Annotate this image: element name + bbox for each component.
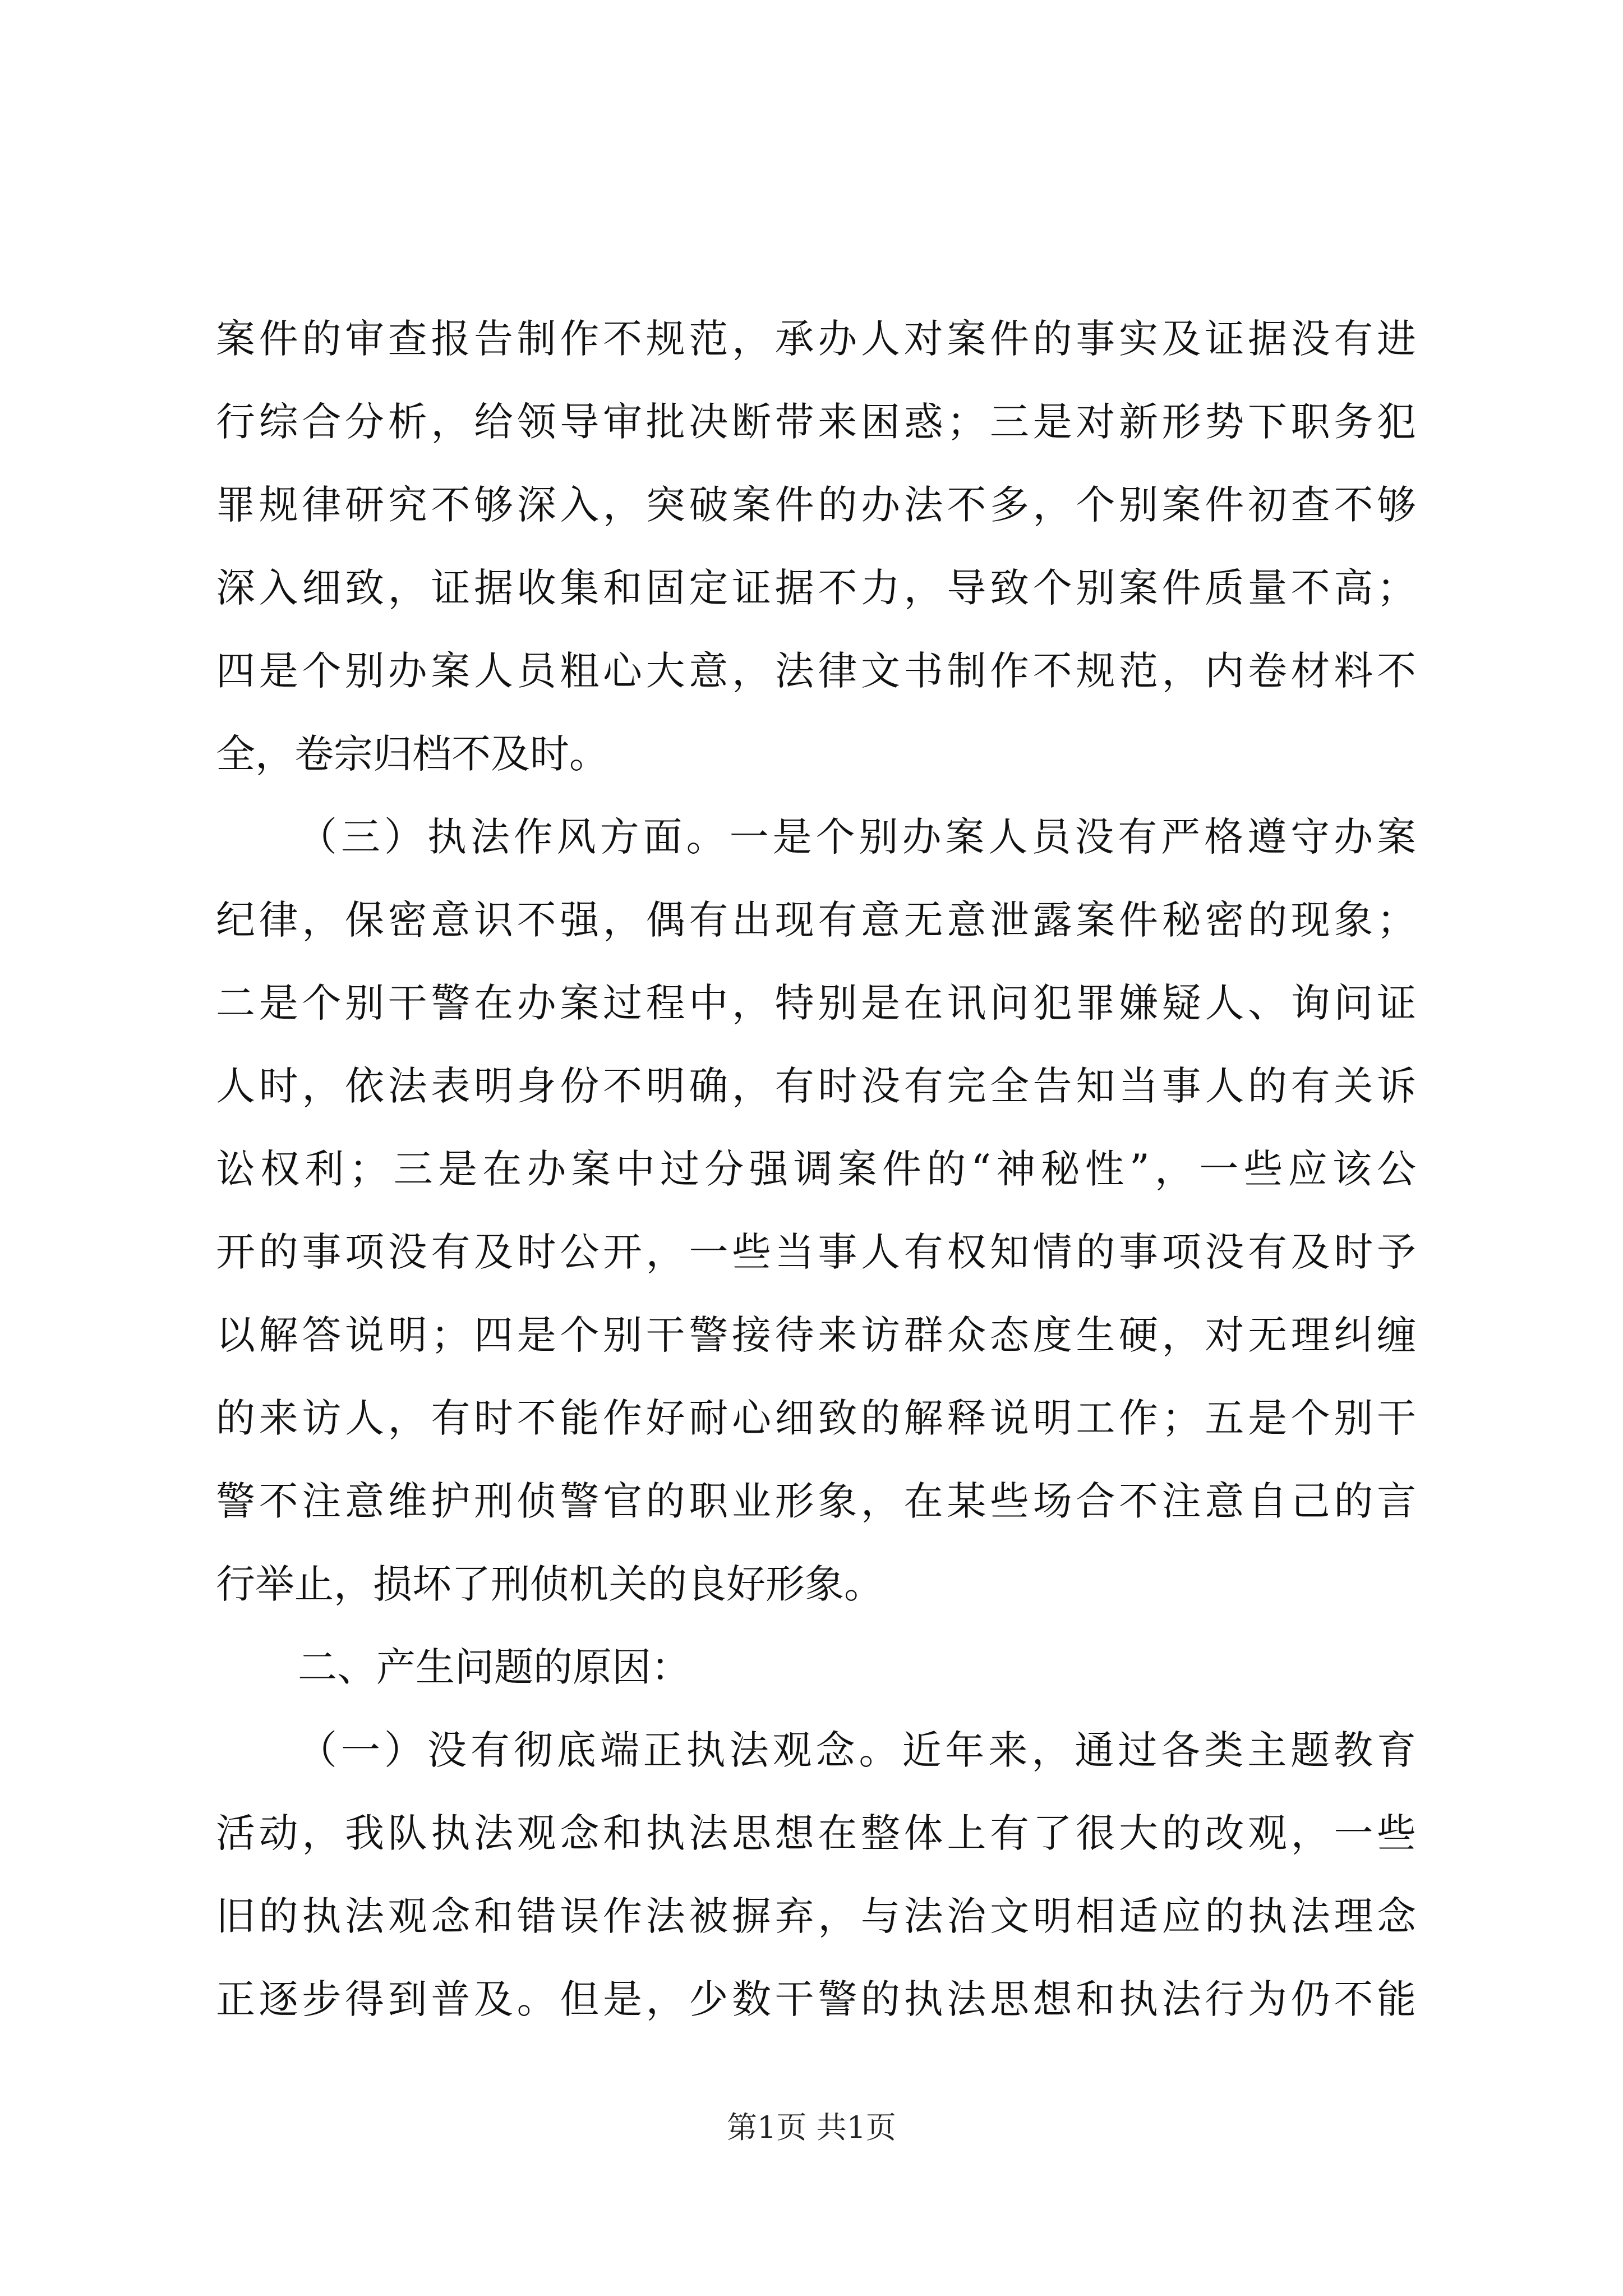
text-line: 开的事项没有及时公开，一些当事人有权知情的事项没有及时予 bbox=[216, 1229, 1416, 1275]
text-line: 深入细致，证据收集和固定证据不力，导致个别案件质量不高； bbox=[216, 565, 1416, 611]
text-line: 全，卷宗归档不及时。 bbox=[216, 731, 608, 777]
text-line: 行举止，损坏了刑侦机关的良好形象。 bbox=[216, 1561, 883, 1607]
text-line: 活动，我队执法观念和执法思想在整体上有了很大的改观，一些 bbox=[216, 1810, 1416, 1856]
text-line: 以解答说明；四是个别干警接待来访群众态度生硬，对无理纠缠 bbox=[216, 1312, 1416, 1358]
text-line: 罪规律研究不够深入，突破案件的办法不多，个别案件初查不够 bbox=[216, 482, 1416, 528]
text-line: （一）没有彻底端正执法观念。近年来，通过各类主题教育 bbox=[298, 1727, 1416, 1773]
text-line: 纪律，保密意识不强，偶有出现有意无意泄露案件秘密的现象； bbox=[216, 897, 1416, 943]
page-footer: 第1页 共1页 bbox=[727, 2110, 896, 2145]
text-line: 人时，依法表明身份不明确，有时没有完全告知当事人的有关诉 bbox=[216, 1063, 1416, 1109]
section-heading: 二、产生问题的原因： bbox=[298, 1644, 690, 1690]
text-line: 的来访人，有时不能作好耐心细致的解释说明工作；五是个别干 bbox=[216, 1395, 1416, 1441]
text-line: 旧的执法观念和错误作法被摒弃，与法治文明相适应的执法理念 bbox=[216, 1893, 1416, 1939]
text-line: 四是个别办案人员粗心大意，法律文书制作不规范，内卷材料不 bbox=[216, 648, 1416, 694]
text-line: 讼权利；三是在办案中过分强调案件的“神秘性”，一些应该公 bbox=[216, 1146, 1416, 1192]
text-line: 警不注意维护刑侦警官的职业形象，在某些场合不注意自己的言 bbox=[216, 1478, 1416, 1524]
text-line: 二是个别干警在办案过程中，特别是在讯问犯罪嫌疑人、询问证 bbox=[216, 980, 1416, 1026]
text-line: 正逐步得到普及。但是，少数干警的执法思想和执法行为仍不能 bbox=[216, 1976, 1416, 2022]
text-line: 行综合分析，给领导审批决断带来困惑；三是对新形势下职务犯 bbox=[216, 399, 1416, 445]
text-line: 案件的审查报告制作不规范，承办人对案件的事实及证据没有进 bbox=[216, 316, 1416, 362]
text-line: （三）执法作风方面。一是个别办案人员没有严格遵守办案 bbox=[298, 814, 1416, 860]
